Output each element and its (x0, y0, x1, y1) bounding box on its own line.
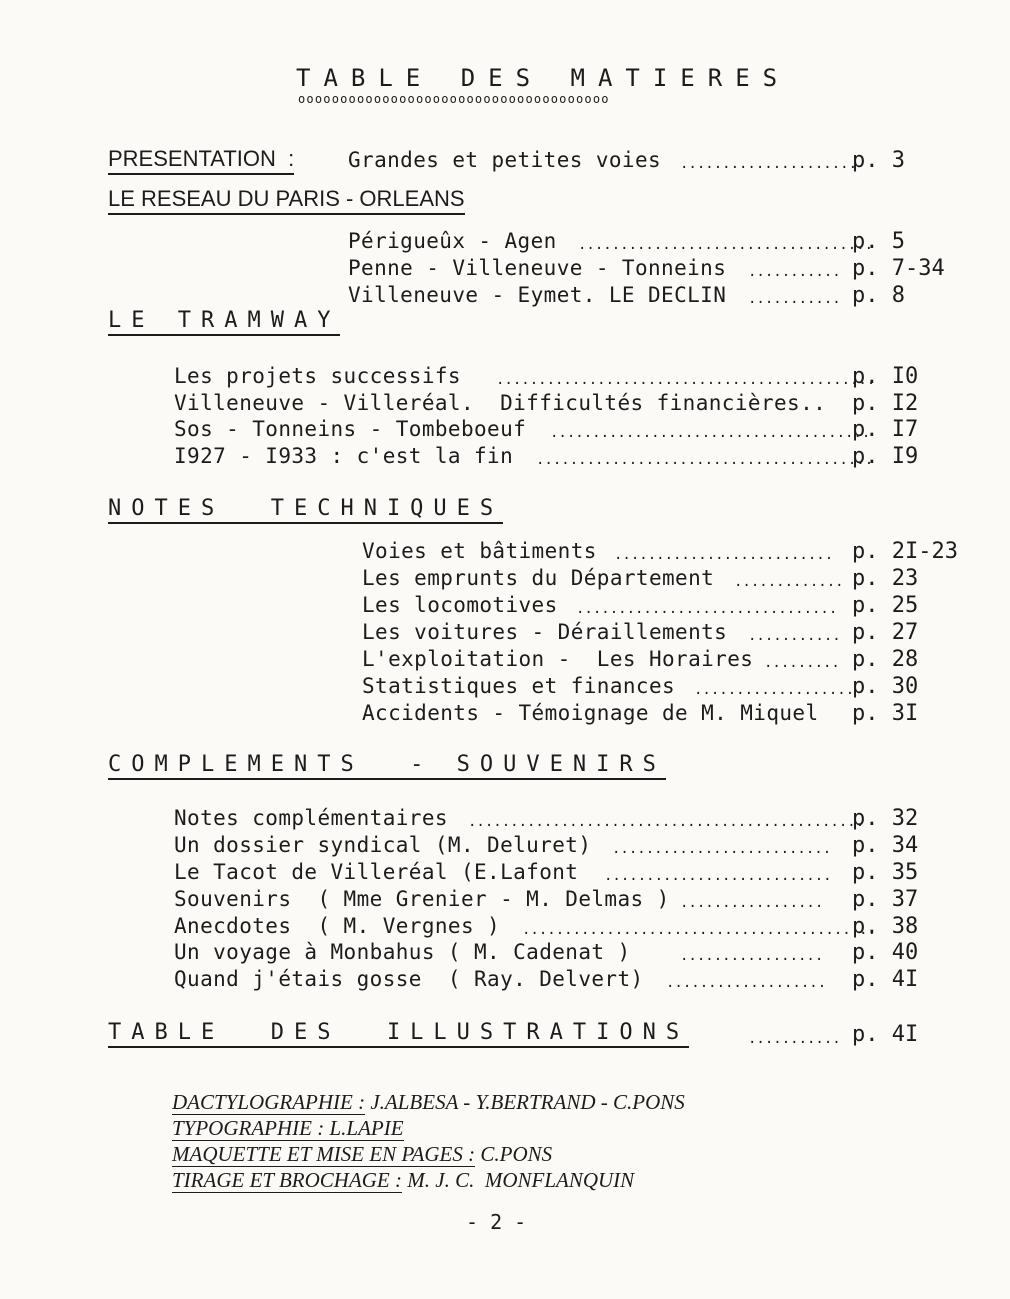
toc-leader: ............................................... (468, 814, 865, 830)
toc-entry-text: Accidents - Témoignage de M. Miquel (362, 701, 819, 725)
toc-leader: ................. (680, 948, 824, 964)
toc-leader: ........... (748, 264, 841, 280)
toc-entry-page: p. 4I (852, 967, 919, 992)
toc-entry-page: p. 25 (852, 593, 919, 618)
toc-entry-text: Sos - Tonneins - Tombeboeuf (174, 417, 527, 441)
toc-leader: ................................... (578, 237, 874, 253)
toc-entry-page: p. 40 (852, 940, 919, 965)
toc-entry-page: p. I9 (852, 444, 919, 469)
toc-entry-text: Les locomotives (362, 593, 558, 617)
toc-entry-text: L'exploitation - Les Horaires (362, 647, 754, 671)
toc-entry-text: Souvenirs ( Mme Grenier - M. Delmas ) (174, 887, 670, 911)
toc-entry-page: p. 28 (852, 647, 919, 672)
toc-leader: .......................... (612, 841, 832, 857)
document-title: TABLE DES MATIERES (296, 64, 791, 92)
toc-leader: ........................................ (536, 452, 874, 468)
toc-leader: ................. (680, 895, 824, 911)
credit-line (172, 1090, 685, 1115)
toc-entry-page: p. I7 (852, 417, 919, 442)
toc-leader: ........... (748, 628, 841, 644)
toc-entry-page: p. 32 (852, 806, 919, 831)
toc-entry-page: p. 2I-23 (852, 539, 958, 564)
credit-label: TIRAGE ET BROCHAGE : (172, 1168, 403, 1192)
toc-entry-page: p. 37 (852, 887, 919, 912)
toc-leader: ........... (748, 1031, 841, 1047)
reseau-heading: LE RESEAU DU PARIS - ORLEANS (108, 186, 465, 215)
credit-label: DACTYLOGRAPHIE : (172, 1090, 366, 1114)
illustrations-heading: TABLE DES ILLUSTRATIONS (108, 1020, 689, 1048)
toc-entry-page: p. 4I (852, 1022, 919, 1047)
tramway-heading: LE TRAMWAY (108, 308, 340, 336)
toc-entry-page: p. 23 (852, 566, 919, 591)
credit-value: C.PONS (475, 1142, 553, 1166)
credit-value: J.ALBESA - Y.BERTRAND - C.PONS (365, 1090, 685, 1114)
toc-entry-text: Voies et bâtiments (362, 539, 597, 563)
toc-entry-page: p. 7-34 (852, 256, 945, 281)
credit-line (172, 1142, 552, 1167)
toc-entry-page: p. 27 (852, 620, 919, 645)
toc-entry-text: Villeneuve - Eymet. LE DECLIN (348, 283, 727, 307)
credit-label: MAQUETTE ET MISE EN PAGES : (172, 1142, 476, 1166)
toc-entry-text: Statistiques et finances (362, 674, 676, 698)
toc-entry-page: p. 34 (852, 833, 919, 858)
toc-entry-text: Périgueûx - Agen (348, 229, 557, 253)
title-ornament: ooooooooooooooooooooooooooooooooooooo (298, 92, 610, 106)
toc-leader: ............................... (576, 601, 838, 617)
page-number: - 2 - (466, 1210, 527, 1234)
toc-entry-page: p. I0 (852, 364, 919, 389)
toc-entry-text: I927 - I933 : c'est la fin (174, 444, 514, 468)
toc-entry-page: p. 35 (852, 860, 919, 885)
credit-line (172, 1168, 634, 1193)
complements-heading: COMPLEMENTS - SOUVENIRS (108, 752, 666, 780)
notes-heading: NOTES TECHNIQUES (108, 496, 503, 524)
toc-entry-page: p. 38 (852, 914, 919, 939)
toc-entry-text: Un voyage à Monbahus ( M. Cadenat ) (174, 940, 631, 964)
credit-label: TYPOGRAPHIE : L.LAPIE (172, 1116, 404, 1140)
toc-leader: ..................... (680, 156, 858, 172)
toc-leader: .......................... (614, 547, 834, 563)
toc-entry-text: Villeneuve - Villeréal. Difficultés financières.. (174, 391, 827, 415)
toc-entry-text: Grandes et petites voies (348, 148, 662, 172)
toc-leader: .......................................... (522, 922, 877, 938)
toc-entry-text: Anecdotes ( M. Vergnes ) (174, 914, 501, 938)
toc-entry-text: Le Tacot de Villeréal (E.Lafont (174, 860, 579, 884)
toc-entry-page: p. 5 (852, 229, 905, 254)
toc-entry-page: p. 3 (852, 148, 905, 173)
toc-entry-text: Les projets successifs (174, 364, 461, 388)
toc-leader: ................... (694, 682, 855, 698)
toc-leader: ............. (734, 574, 844, 590)
toc-entry-text: Les voitures - Déraillements (362, 620, 728, 644)
toc-entry-text: Un dossier syndical (M. Deluret) (174, 833, 592, 857)
presentation-heading: PRESENTATION : (108, 146, 294, 175)
toc-leader: ............................................. (496, 372, 876, 388)
toc-leader: ................... (666, 975, 827, 991)
toc-leader: ...................................... (550, 425, 871, 441)
credit-value: M. J. C. MONFLANQUIN (402, 1168, 635, 1192)
toc-entry-text: Quand j'étais gosse ( Ray. Delvert) (174, 967, 644, 991)
toc-entry-page: p. 8 (852, 283, 905, 308)
credit-line (172, 1116, 404, 1141)
toc-entry-text: Notes complémentaires (174, 806, 448, 830)
toc-entry-page: p. 30 (852, 674, 919, 699)
toc-entry-text: Penne - Villeneuve - Tonneins (348, 256, 727, 280)
toc-entry-page: p. 3I (852, 701, 919, 726)
toc-entry-page: p. I2 (852, 391, 919, 416)
toc-leader: ......... (764, 655, 840, 671)
toc-entry-text: Les emprunts du Département (362, 566, 715, 590)
toc-leader: ........... (748, 291, 841, 307)
toc-leader: ........................... (604, 868, 832, 884)
